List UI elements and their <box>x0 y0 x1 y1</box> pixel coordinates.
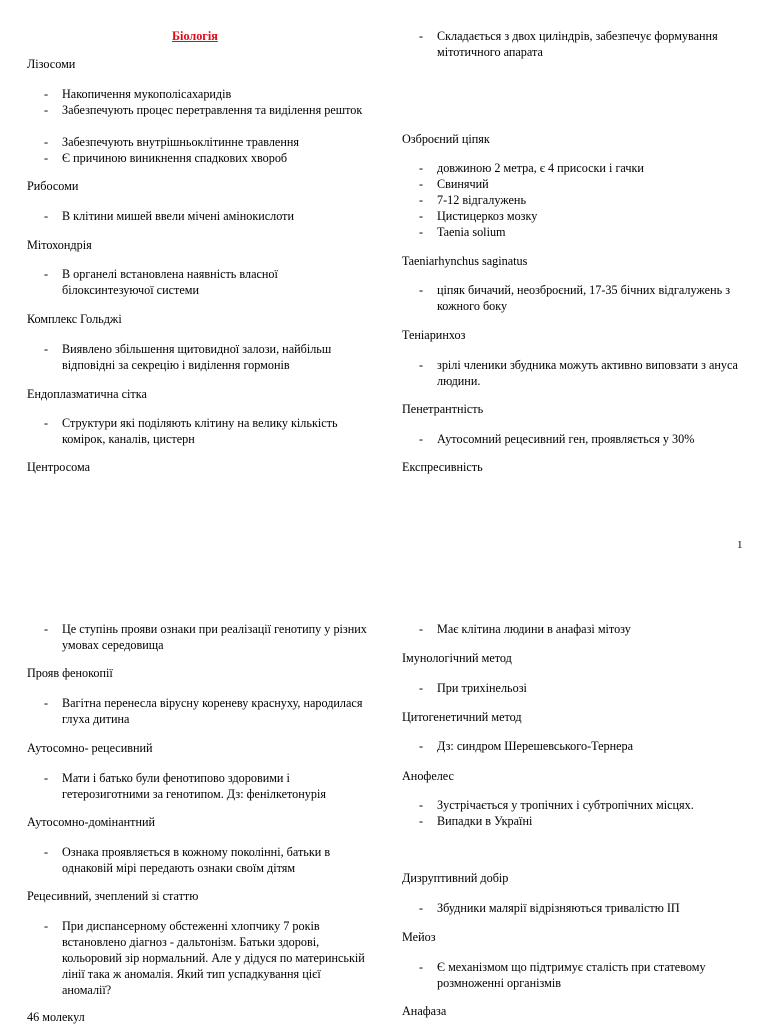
heading-teniarhynchosis: Теніаринхоз <box>402 328 466 342</box>
page-number: 1 <box>737 539 743 551</box>
heading-centrosome: Центросома <box>27 460 91 474</box>
page-2: - Це ступінь прояви ознаки при реалізації генотипу у різних умовах середовища Прояв фенокопії - Вагітна перенесла вірусну кореневу краснуху, народилася глуха дитина Аутосомно- рецесивний - Мати і батько були фенотипово здоровими і гетерозиготними за генотипом. Дз: фенілкетонурія Аутосомно-домінантний - Ознака проявляється в кожному поколінні, батьки в однаковій мірі передають ознаки своїм дітям Рецесивний, зчеплений зі статтю - При диспансерному обстеженні хлопчику 7 років встановлено діагноз - дальтонізм. Батьки здорові, кольоровий зір нормальний. Але у дідуся по материнській лінії така ж аномалія. Який тип успадкування цієї аномалії? 46 молекул - Має клітина людини в анафазі мітозу Імунологічний метод - При трихінельозі Цитогенетичний метод - Дз: синдром Шерешевського-Тернера Анофелес - Зустрічається у тропічних і субтропічних місцях. - Випадки в Україні Дизруптивний добір - Збудники малярії відрізняються тривалістю ІП Мейоз - Є механізмом що підтримує сталість при статевому розмноженні організмів Анафаза <box>27 622 706 1024</box>
heading-anaphase: Анафаза <box>402 1004 447 1018</box>
heading-anopheles: Анофелес <box>402 769 454 783</box>
heading-er: Ендоплазматична сітка <box>27 387 147 401</box>
heading-autosomal-recessive: Аутосомно- рецесивний <box>27 741 153 755</box>
heading-taenia-solium: Озброєний ціпяк <box>402 132 490 146</box>
heading-golgi: Комплекс Гольджі <box>27 312 122 326</box>
heading-46-molecules: 46 молекул <box>27 1010 85 1024</box>
document-title: Біологія <box>172 29 218 43</box>
heading-expressivity: Експресивність <box>402 460 483 474</box>
heading-saginatus: Taeniarhynchus saginatus <box>402 254 528 268</box>
heading-autosomal-dominant: Аутосомно-домінантний <box>27 815 156 829</box>
heading-meiosis: Мейоз <box>402 930 436 944</box>
page-1: Біологія Лізосоми - Накопичення мукополісахаридів - Забезпечують процес перетравлення та виділення решток - Забезпечують внутрішньоклітинне травлення - Є причиною виникнення спадкових хвороб Рибосоми - В клітини мишей ввели мічені амінокислоти Мітохондрія - В органелі встановлена наявність власної білоксинтезуючої системи Комплекс Гольджі - Виявлено збільшення щитовидної залози, найбільш відповідні за секрецію і виділення гормонів Ендоплазматична сітка - Структури які поділяють клітину на велику кількість комірок, каналів, цистерн Центросома - Складається з двох циліндрів, забезпечує формування мітотичного апарата Озброєний ціпяк - довжиною 2 метра, є 4 присоски і гачки - Свинячий - 7-12 відгалужень - Цистицеркоз мозку - Taenia solium Taeniarhynchus saginatus - ціпяк бичачий, неозброєний, 17-35 бічних відгалужень з кожного боку Теніаринхоз - зрілі членики збудника можуть активно виповзати з ануса людини. Пенетрантність - Аутосомний рецесивний ген, проявляється у 30% Експресивність 1 <box>27 29 743 551</box>
heading-x-linked-recessive: Рецесивний, зчеплений зі статтю <box>27 889 199 903</box>
heading-penetrance: Пенетрантність <box>402 402 484 416</box>
heading-disruptive-selection: Дизруптивний добір <box>402 871 509 885</box>
heading-phenocopy: Прояв фенокопії <box>27 666 113 680</box>
heading-cytogenetic-method: Цитогенетичний метод <box>402 710 522 724</box>
heading-mitochondria: Мітохондрія <box>27 238 92 252</box>
heading-lysosomes: Лізосоми <box>27 57 76 71</box>
heading-immunological-method: Імунологічний метод <box>402 651 512 665</box>
heading-ribosomes: Рибосоми <box>27 179 79 193</box>
